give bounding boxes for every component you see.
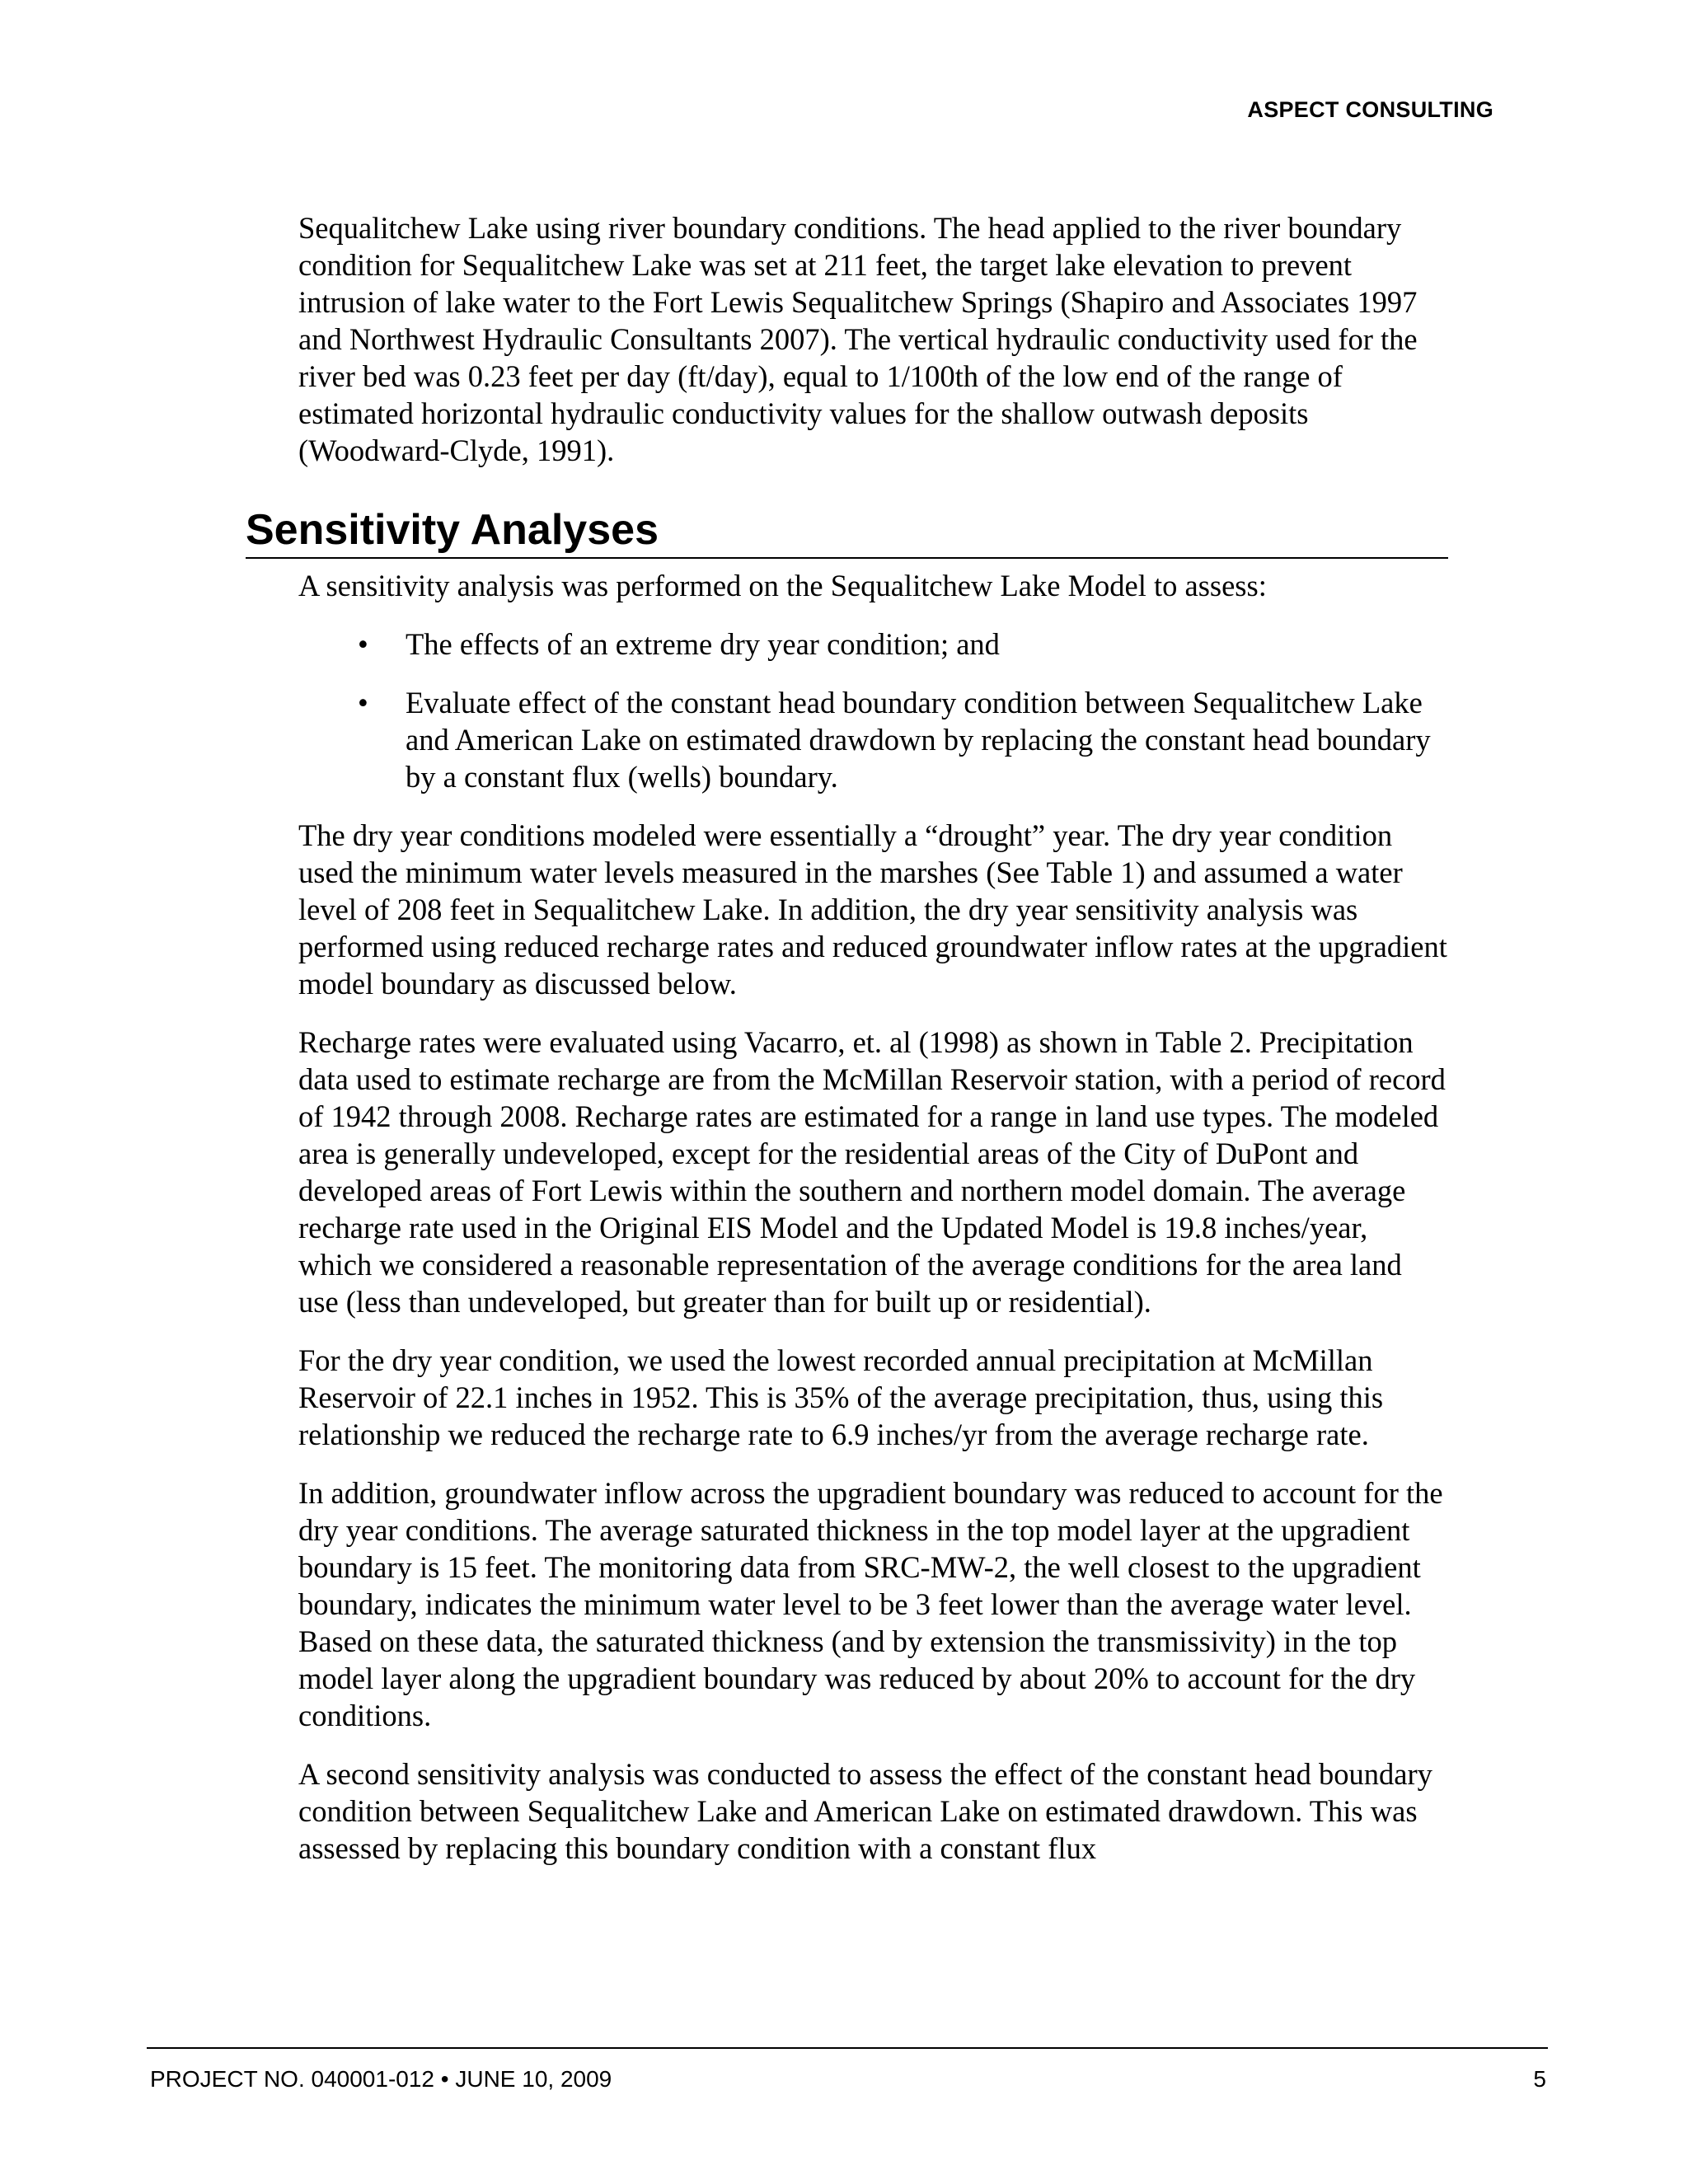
body-paragraph: A second sensitivity analysis was conducted to assess the effect of the constant head boundary condition between Sequalitchew Lake and American Lake on estimated drawdown. This was assessed by replacing this boundary condition with a constant flux: [298, 1757, 1432, 1865]
body-paragraph: In addition, groundwater inflow across the upgradient boundary was reduced to account for the dry year conditions. The average saturated thickness in the top model layer at the upgradient boundary is 15 feet. The monitoring data from SRC-MW-2, the well closest to the upgradient boundary, indicates the minimum water level to be 3 feet lower than the average water level. Based on these data, the saturated thickness (and by extension the transmissivity) in the top model layer along the upgradient boundary was reduced by about 20% to account for the dry conditions.: [298, 1476, 1443, 1732]
footer-project-info: PROJECT NO. 040001-012 • JUNE 10, 2009: [150, 2066, 612, 2092]
footer-page-number: 5: [1533, 2066, 1546, 2092]
bullet-dot-icon: •: [358, 627, 368, 661]
section-body: [298, 567, 1448, 1888]
bullet-item: [298, 684, 1448, 795]
intro-paragraph: Sequalitchew Lake using river boundary conditions. The head applied to the river boundary condition for Sequalitchew Lake was set at 211 feet, the target lake elevation to prevent intrusion of lake water to the Fort Lewis Sequalitchew Springs (Shapiro and Associates 1997 and Northwest Hydraulic Consultants 2007). The vertical hydraulic conductivity used for the river bed was 0.23 feet per day (ft/day), equal to 1/100th of the low end of the range of estimated horizontal hydraulic conductivity values for the shallow outwash deposits (Woodward-Clyde, 1991).: [298, 211, 1418, 467]
header-company-name: ASPECT CONSULTING: [1247, 97, 1493, 122]
bullet-list: [298, 626, 1448, 795]
intro-block: [298, 209, 1448, 490]
footer-divider: [147, 2047, 1548, 2049]
bullet-dot-icon: •: [358, 686, 368, 719]
bullet-text: Evaluate effect of the constant head boundary condition between Sequalitchew Lake and American Lake on estimated drawdown by replacing the constant head boundary by a constant flux (wells) boundary.: [406, 686, 1431, 794]
body-paragraph: Recharge rates were evaluated using Vacarro, et. al (1998) as shown in Table 2. Precipitation data used to estimate recharge are from the McMillan Reservoir station, with a period of record of 1942 through 2008. Recharge rates are estimated for a range in land use types. The modeled area is generally undeveloped, except for the residential areas of the City of DuPont and developed areas of Fort Lewis within the southern and northern model domain. The average recharge rate used in the Original EIS Model and the Updated Model is 19.8 inches/year, which we considered a reasonable representation of the average conditions for the area land use (less than undeveloped, but greater than for built up or residential).: [298, 1025, 1446, 1319]
section-heading-sensitivity-analyses: Sensitivity Analyses: [246, 504, 1448, 559]
body-paragraph: For the dry year condition, we used the lowest recorded annual precipitation at McMillan Reservoir of 22.1 inches in 1952. This is 35% of the average precipitation, thus, using this relationship we reduced the recharge rate to 6.9 inches/yr from the average recharge rate.: [298, 1343, 1384, 1451]
bullet-item: [298, 626, 1448, 663]
section-lead-paragraph: A sensitivity analysis was performed on the Sequalitchew Lake Model to assess:: [298, 569, 1267, 602]
bullet-text: The effects of an extreme dry year condition; and: [406, 627, 1000, 661]
body-paragraph: The dry year conditions modeled were essentially a “drought” year. The dry year condition used the minimum water levels measured in the marshes (See Table 1) and assumed a water level of 208 feet in Sequalitchew Lake. In addition, the dry year sensitivity analysis was performed using reduced recharge rates and reduced groundwater inflow rates at the upgradient model boundary as discussed below.: [298, 818, 1447, 1001]
